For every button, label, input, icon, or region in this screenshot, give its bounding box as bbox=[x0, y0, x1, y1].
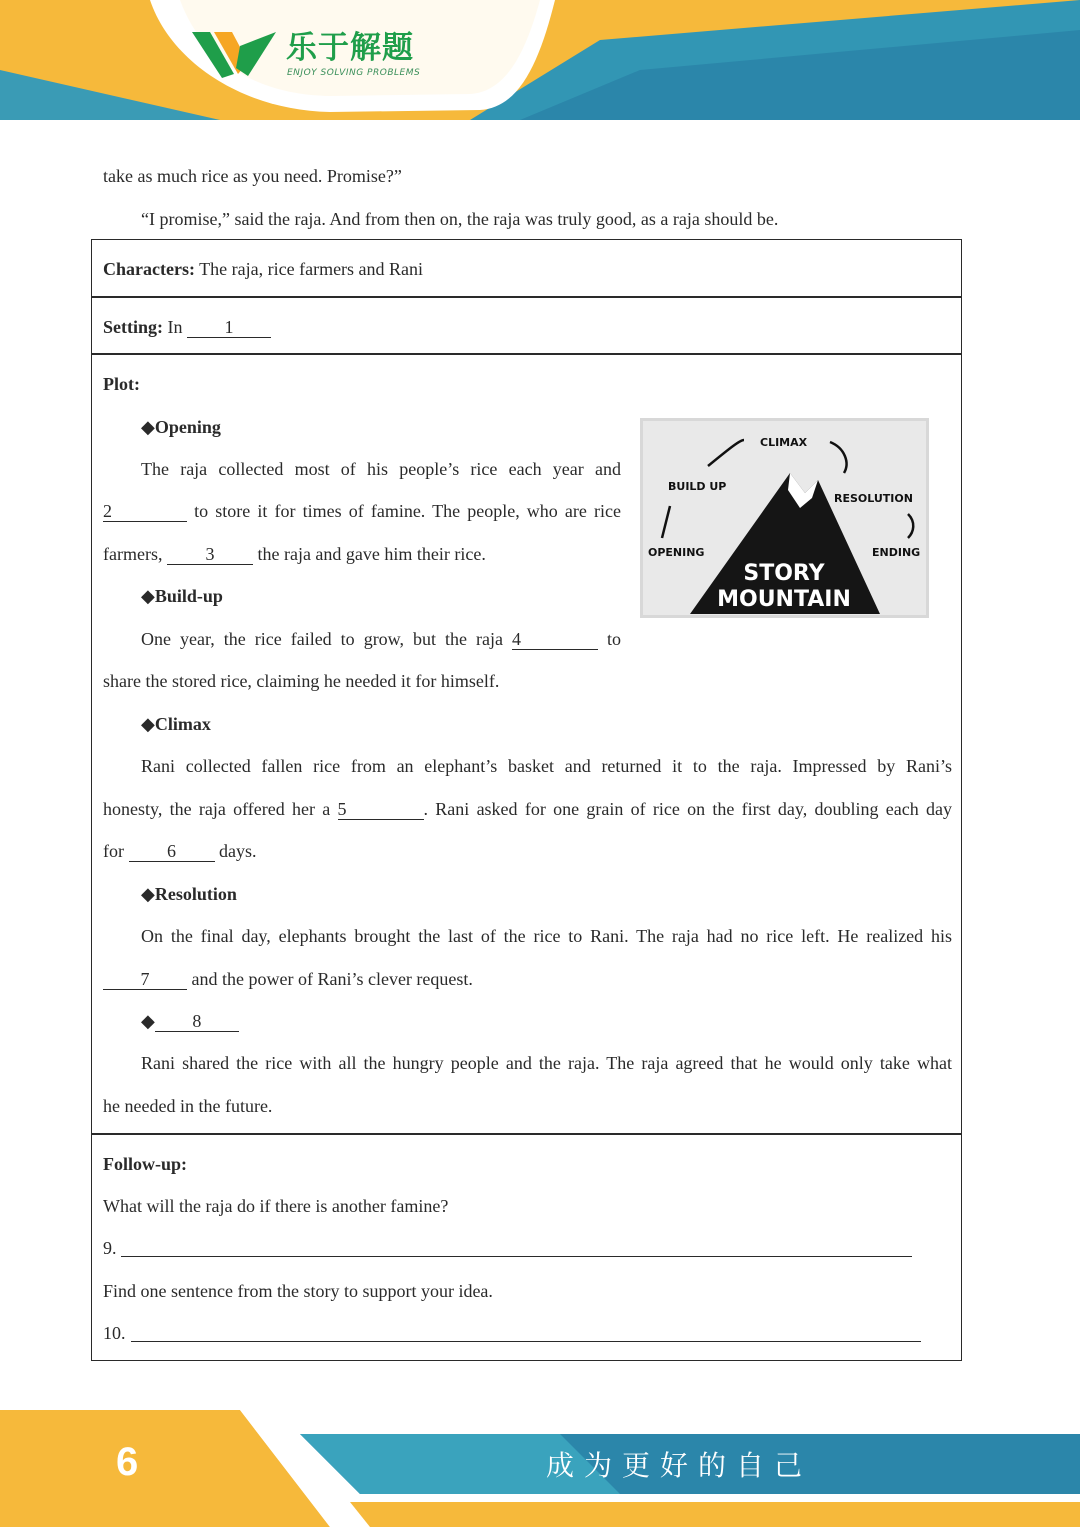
footer-banner-graphic bbox=[0, 1410, 1080, 1527]
buildup-line-1a: One year, the rice failed to grow, but the raja bbox=[141, 629, 503, 649]
followup-question-2: Find one sentence from the story to support your idea. bbox=[103, 1281, 493, 1301]
climax-line-2 bbox=[103, 797, 952, 821]
opening-line-3 bbox=[103, 542, 486, 566]
mountain-label-ending: ENDING bbox=[872, 546, 921, 559]
characters-field bbox=[103, 257, 423, 281]
question-10-number: 10. bbox=[103, 1323, 126, 1343]
buildup-line-2: share the stored rice, claiming he needed it for himself. bbox=[103, 671, 500, 691]
blank-3[interactable]: 3 bbox=[167, 544, 253, 565]
resolution-heading: ◆Resolution bbox=[141, 884, 237, 904]
ending-heading bbox=[141, 1009, 239, 1033]
story-mountain-image bbox=[640, 418, 929, 618]
opening-heading: ◆Opening bbox=[141, 417, 221, 437]
setting-label: Setting: bbox=[103, 317, 163, 337]
mountain-title-line-2: MOUNTAIN bbox=[717, 587, 851, 612]
blank-1[interactable]: 1 bbox=[187, 317, 271, 338]
climax-line-1: Rani collected fallen rice from an elephant’s basket and returned it to the raja. Impressed by Rani’s bbox=[141, 756, 952, 776]
opening-line-2 bbox=[103, 499, 621, 523]
question-9-number: 9. bbox=[103, 1238, 117, 1258]
mountain-title-line-1: STORY bbox=[743, 561, 825, 586]
answer-line-9[interactable] bbox=[121, 1256, 912, 1257]
climax-heading: ◆Climax bbox=[141, 714, 211, 734]
buildup-heading: ◆Build-up bbox=[141, 586, 223, 606]
climax-line-3 bbox=[103, 839, 257, 863]
footer-slogan: 成为更好的自己 bbox=[546, 1449, 813, 1482]
ending-line-1: Rani shared the rice with all the hungry people and the raja. The raja agreed that he would only take what bbox=[141, 1053, 952, 1073]
page-header bbox=[0, 0, 1080, 125]
plot-label: Plot: bbox=[103, 374, 140, 394]
resolution-line-2 bbox=[103, 967, 473, 991]
climax-line-2a: honesty, the raja offered her a bbox=[103, 799, 331, 819]
climax-line-3b: days. bbox=[219, 841, 257, 861]
page-number: 6 bbox=[116, 1440, 139, 1484]
opening-line-2-text: to store it for times of famine. The people, who are rice bbox=[194, 501, 622, 521]
followup-label: Follow-up: bbox=[103, 1154, 188, 1174]
climax-line-2b: . Rani asked for one grain of rice on the first day, doubling each day bbox=[423, 799, 952, 819]
characters-value: The raja, rice farmers and Rani bbox=[199, 259, 424, 279]
logo-icon bbox=[192, 28, 276, 80]
story-line-1: take as much rice as you need. Promise?” bbox=[103, 166, 402, 186]
setting-prefix: In bbox=[167, 317, 183, 337]
characters-label: Characters: bbox=[103, 259, 195, 279]
ending-diamond: ◆ bbox=[141, 1011, 155, 1031]
mountain-label-resolution: RESOLUTION bbox=[834, 492, 913, 505]
blank-6[interactable]: 6 bbox=[129, 841, 215, 862]
resolution-line-2b: and the power of Rani’s clever request. bbox=[191, 969, 473, 989]
header-banner-graphic bbox=[0, 0, 1080, 125]
logo-subtitle: ENJOY SOLVING PROBLEMS bbox=[287, 68, 421, 78]
blank-8[interactable]: 8 bbox=[155, 1011, 239, 1032]
followup-row bbox=[91, 1133, 962, 1361]
followup-question-1: What will the raja do if there is another famine? bbox=[103, 1196, 449, 1216]
mountain-label-opening: OPENING bbox=[648, 546, 705, 559]
answer-line-10[interactable] bbox=[131, 1341, 921, 1342]
resolution-line-1: On the final day, elephants brought the last of the rice to Rani. The raja had no rice left. He realized his bbox=[141, 926, 952, 946]
mountain-label-climax: CLIMAX bbox=[760, 436, 808, 449]
opening-line-3a: farmers, bbox=[103, 544, 163, 564]
blank-5[interactable]: 5 bbox=[338, 799, 424, 820]
ending-line-2: he needed in the future. bbox=[103, 1096, 273, 1116]
opening-line-3b: the raja and gave him their rice. bbox=[257, 544, 486, 564]
buildup-line-1 bbox=[141, 627, 621, 651]
logo-title: 乐于解题 bbox=[286, 30, 414, 66]
blank-4[interactable]: 4 bbox=[512, 629, 598, 650]
page-footer bbox=[0, 1410, 1080, 1527]
blank-7[interactable]: 7 bbox=[103, 969, 187, 990]
setting-field bbox=[103, 315, 271, 339]
blank-2[interactable]: 2 bbox=[103, 501, 187, 522]
opening-line-1: The raja collected most of his people’s rice each year and bbox=[141, 459, 621, 479]
mountain-label-buildup: BUILD UP bbox=[668, 480, 727, 493]
climax-line-3a: for bbox=[103, 841, 124, 861]
buildup-line-1b: to bbox=[607, 629, 622, 649]
story-line-2: “I promise,” said the raja. And from then on, the raja was truly good, as a raja should be. bbox=[141, 209, 779, 229]
